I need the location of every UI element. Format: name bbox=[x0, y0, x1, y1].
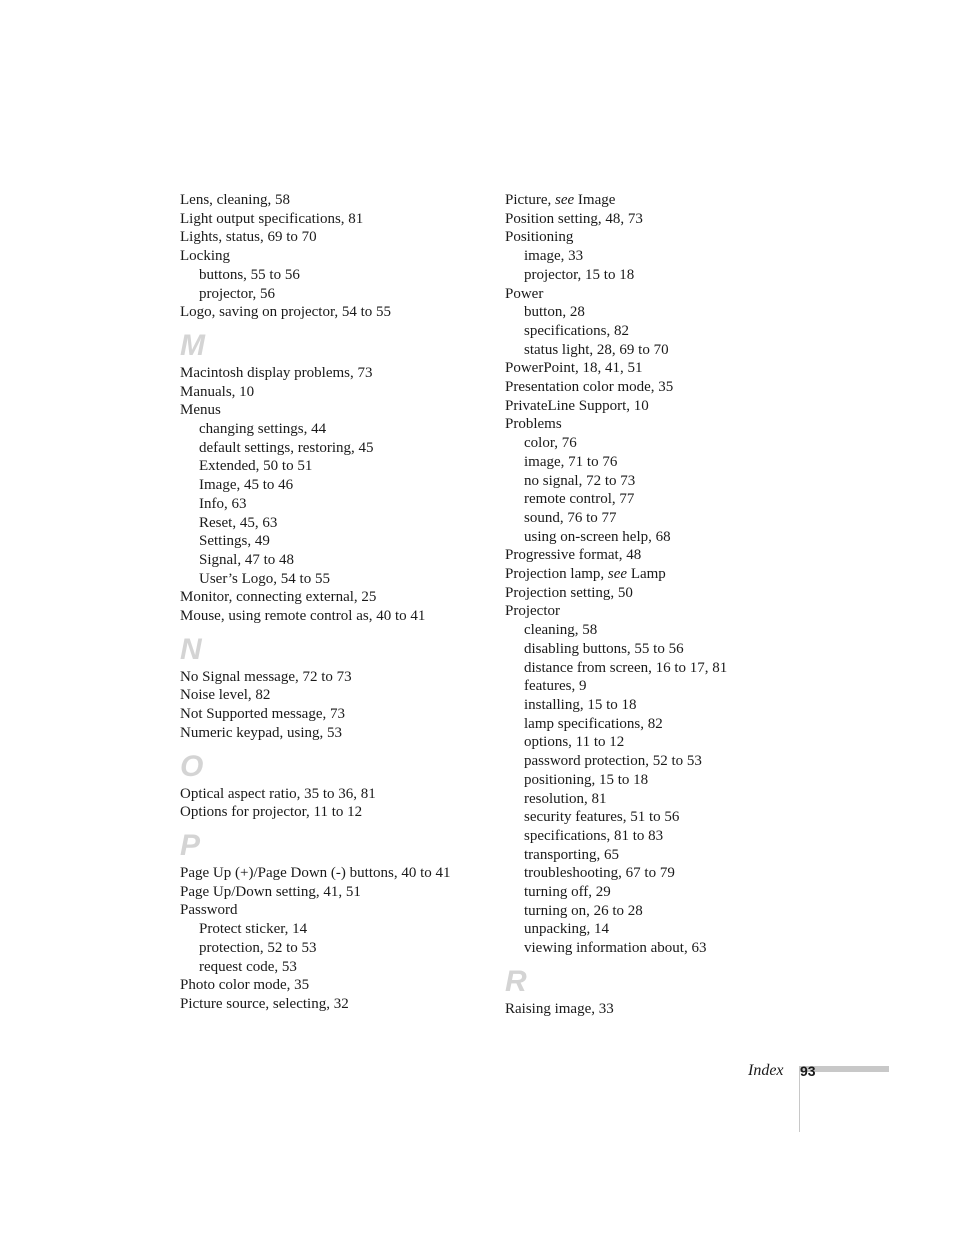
index-entry: Presentation color mode, 35 bbox=[505, 379, 674, 396]
index-entry: Menus bbox=[180, 402, 221, 419]
index-subentry: button, 28 bbox=[524, 304, 585, 321]
index-column-right bbox=[505, 191, 835, 1019]
index-entry: Raising image, 33 bbox=[505, 1000, 614, 1017]
index-subentry: viewing information about, 63 bbox=[524, 940, 707, 957]
index-subentry: password protection, 52 to 53 bbox=[524, 753, 702, 770]
index-entry: Photo color mode, 35 bbox=[180, 977, 310, 994]
index-subentry: using on-screen help, 68 bbox=[524, 528, 671, 545]
section-letter-heading: O bbox=[180, 749, 204, 783]
index-entry bbox=[505, 565, 835, 584]
index-subentry: turning off, 29 bbox=[524, 884, 611, 901]
index-subentry: User’s Logo, 54 to 55 bbox=[199, 570, 330, 587]
section-letter-heading: P bbox=[180, 828, 201, 862]
index-entry: Problems bbox=[505, 416, 562, 433]
index-entry: Lens, cleaning, 58 bbox=[180, 192, 290, 208]
index-entry: Picture source, selecting, 32 bbox=[180, 995, 349, 1012]
index-subentry: transporting, 65 bbox=[524, 846, 619, 863]
index-entry: Not Supported message, 73 bbox=[180, 706, 345, 723]
index-entry: Manuals, 10 bbox=[180, 383, 255, 400]
index-entry: PowerPoint, 18, 41, 51 bbox=[505, 360, 643, 377]
index-subentry: distance from screen, 16 to 17, 81 bbox=[524, 659, 728, 676]
index-entry: Locking bbox=[180, 248, 230, 265]
index-subentry: disabling buttons, 55 to 56 bbox=[524, 640, 684, 657]
index-entry: Logo, saving on projector, 54 to 55 bbox=[180, 304, 392, 321]
index-subentry: projector, 56 bbox=[199, 285, 276, 302]
index-subentry: cleaning, 58 bbox=[524, 622, 598, 639]
index-column-left bbox=[180, 191, 500, 1014]
index-entry: Page Up/Down setting, 41, 51 bbox=[180, 883, 361, 900]
entry-target: Image bbox=[574, 192, 616, 208]
index-subentry: request code, 53 bbox=[199, 958, 297, 975]
section-letter-heading: R bbox=[505, 964, 527, 998]
index-entry: Optical aspect ratio, 35 to 36, 81 bbox=[180, 785, 376, 802]
index-entry: Macintosh display problems, 73 bbox=[180, 364, 373, 381]
index-entry: Monitor, connecting external, 25 bbox=[180, 589, 377, 606]
index-subentry: remote control, 77 bbox=[524, 491, 635, 508]
index-subentry: resolution, 81 bbox=[524, 790, 607, 807]
index-subentry: default settings, restoring, 45 bbox=[199, 439, 374, 456]
index-entry: Light output specifications, 81 bbox=[180, 210, 364, 227]
index-entry: Noise level, 82 bbox=[180, 687, 271, 704]
see-reference: see bbox=[555, 192, 575, 208]
index-entry: No Signal message, 72 to 73 bbox=[180, 668, 352, 685]
index-subentry: lamp specifications, 82 bbox=[524, 715, 663, 732]
section-letter-heading: N bbox=[180, 632, 202, 666]
index-subentry: status light, 28, 69 to 70 bbox=[524, 341, 669, 358]
index-entry: PrivateLine Support, 10 bbox=[505, 397, 649, 414]
index-subentry: features, 9 bbox=[524, 678, 587, 695]
index-entry bbox=[505, 191, 835, 210]
index-subentry: protection, 52 to 53 bbox=[199, 939, 317, 956]
index-entry: Numeric keypad, using, 53 bbox=[180, 724, 343, 741]
index-subentry: Extended, 50 to 51 bbox=[199, 458, 313, 475]
index-subentry: projector, 15 to 18 bbox=[524, 266, 635, 283]
index-subentry: Reset, 45, 63 bbox=[199, 514, 278, 531]
index-subentry: image, 71 to 76 bbox=[524, 453, 618, 470]
index-entry: Projection setting, 50 bbox=[505, 584, 633, 601]
see-reference: see bbox=[607, 566, 628, 583]
index-entry: Page Up (+)/Page Down (-) buttons, 40 to 41 bbox=[180, 864, 451, 881]
index-subentry: troubleshooting, 67 to 79 bbox=[524, 865, 675, 882]
index-subentry: specifications, 82 bbox=[524, 322, 629, 339]
index-entry: Lights, status, 69 to 70 bbox=[180, 229, 317, 246]
index-subentry: installing, 15 to 18 bbox=[524, 696, 637, 713]
index-subentry: buttons, 55 to 56 bbox=[199, 266, 300, 283]
index-subentry: unpacking, 14 bbox=[524, 921, 609, 938]
index-subentry: sound, 76 to 77 bbox=[524, 509, 617, 526]
index-subentry: specifications, 81 to 83 bbox=[524, 827, 664, 844]
index-subentry: positioning, 15 to 18 bbox=[524, 771, 649, 788]
index-subentry: Info, 63 bbox=[199, 495, 247, 512]
index-entry: Options for projector, 11 to 12 bbox=[180, 804, 363, 821]
index-subentry: Settings, 49 bbox=[199, 533, 270, 550]
entry-text: Projection lamp, bbox=[505, 566, 608, 583]
index-subentry: Image, 45 to 46 bbox=[199, 477, 294, 494]
entry-target: Lamp bbox=[627, 566, 666, 583]
index-entry: Position setting, 48, 73 bbox=[505, 210, 643, 227]
index-subentry: changing settings, 44 bbox=[199, 421, 327, 438]
footer-section-label: Index bbox=[748, 1062, 784, 1079]
index-entry: Projector bbox=[505, 603, 560, 620]
index-subentry: options, 11 to 12 bbox=[524, 734, 625, 751]
index-entry: Progressive format, 48 bbox=[505, 547, 642, 564]
section-letter-heading: M bbox=[180, 328, 205, 362]
index-subentry: turning on, 26 to 28 bbox=[524, 902, 643, 919]
index-entry: Password bbox=[180, 902, 238, 919]
index-subentry: Signal, 47 to 48 bbox=[199, 551, 295, 568]
index-entry: Positioning bbox=[505, 229, 574, 246]
index-subentry: security features, 51 to 56 bbox=[524, 809, 680, 826]
entry-text: Picture, bbox=[505, 192, 555, 208]
page-number: 93 bbox=[800, 1063, 816, 1079]
index-subentry: color, 76 bbox=[524, 435, 577, 452]
index-entry: Power bbox=[505, 285, 544, 302]
index-entry: Mouse, using remote control as, 40 to 41 bbox=[180, 608, 426, 625]
index-subentry: no signal, 72 to 73 bbox=[524, 472, 636, 489]
index-subentry: Protect sticker, 14 bbox=[199, 921, 308, 938]
index-subentry: image, 33 bbox=[524, 248, 584, 265]
